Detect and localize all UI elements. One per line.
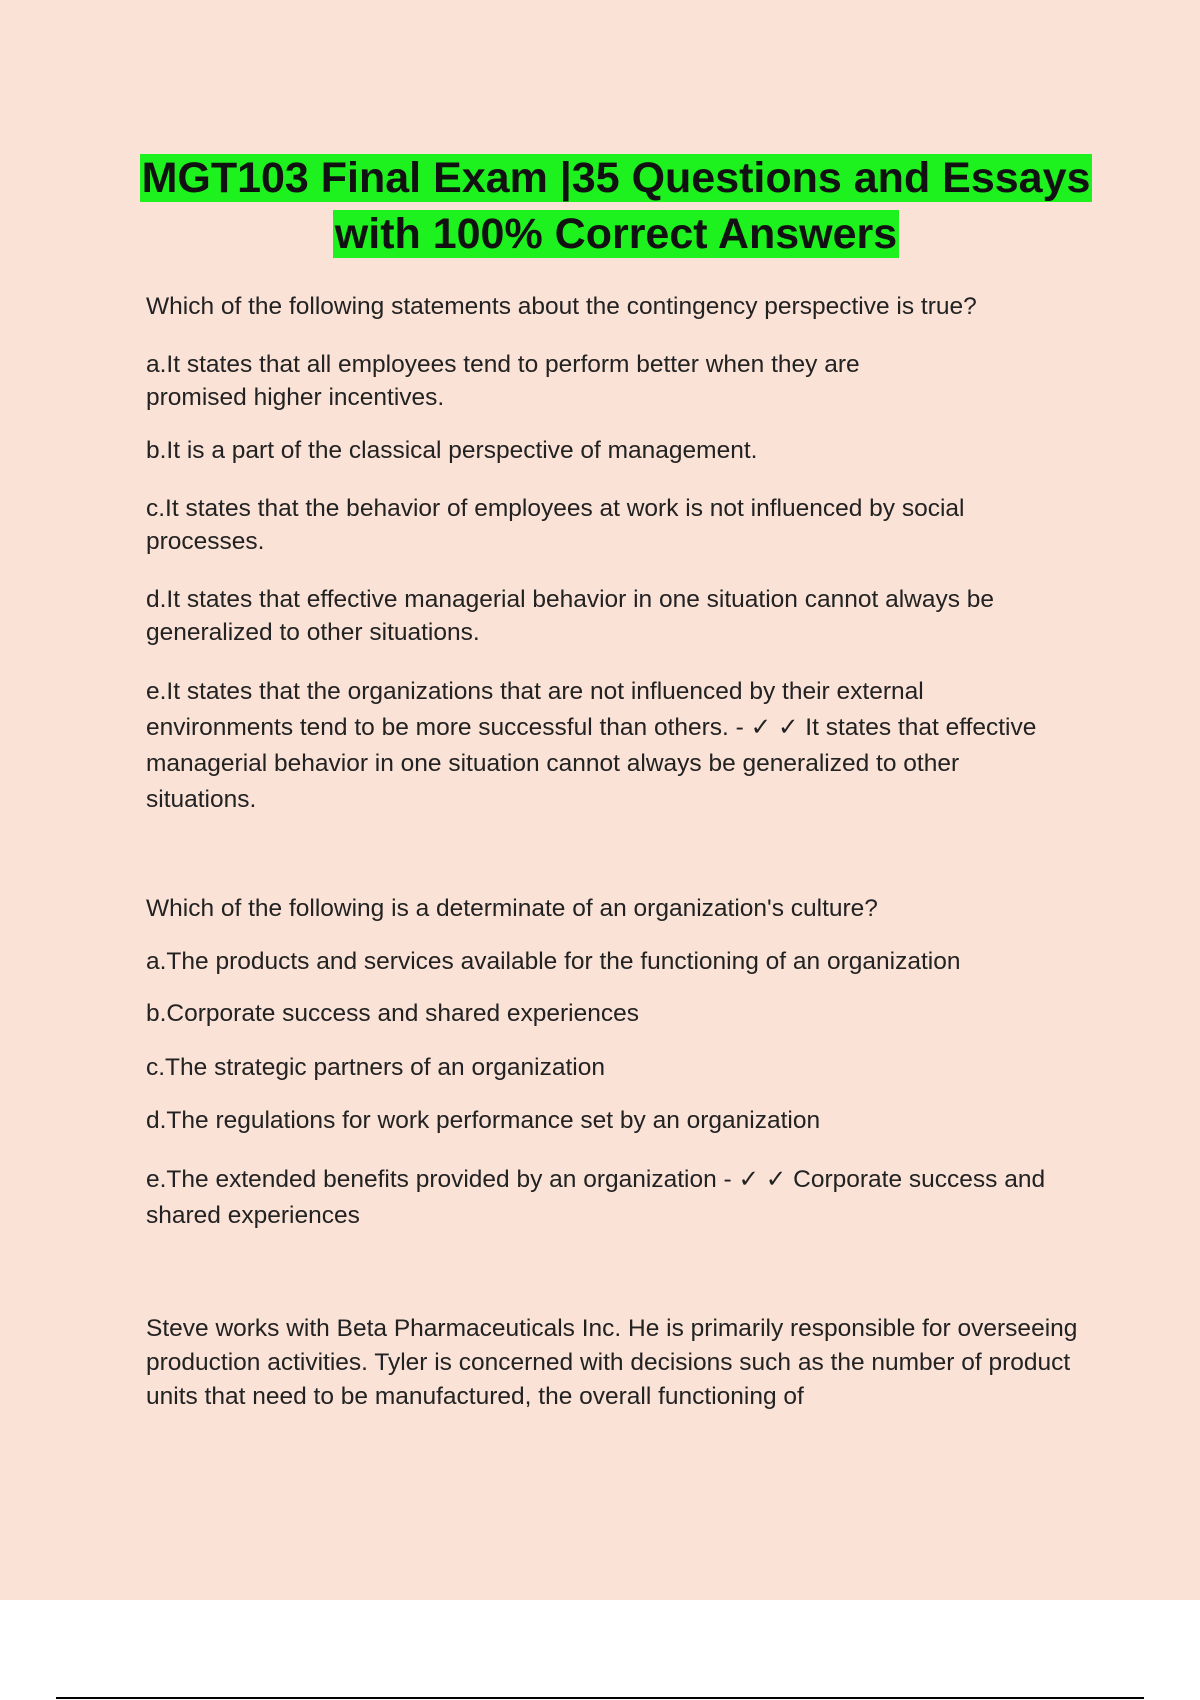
question-2-option-e-answer: e.The extended benefits provided by an organization - ✓ ✓ Corporate success and shared experiences: [146, 1166, 1046, 1229]
question-1-text: Which of the following statements about the contingency perspective is true?: [146, 293, 977, 320]
question-1-option-a: a.It states that all employees tend to perform better when they are promised higher incentives.: [146, 351, 860, 411]
question-2-text: Which of the following is a determinate of an organization's culture?: [146, 895, 878, 922]
question-1-option-c: c.It states that the behavior of employees at work is not influenced by social processes.: [146, 495, 965, 555]
question-2-option-d: d.The regulations for work performance set by an organization: [146, 1107, 821, 1134]
title-line-2: with 100% Correct Answers: [334, 210, 898, 258]
document-title: [100, 150, 1132, 262]
title-line-1: MGT103 Final Exam |35 Questions and Essays: [141, 154, 1091, 202]
question-3-text: Steve works with Beta Pharmaceuticals Inc. He is primarily responsible for overseeing production activities. Tyler is concerned with decisions such as the number of product units that need to be manufactured, the overall functioning of: [146, 1315, 1078, 1410]
question-2-option-c: c.The strategic partners of an organization: [146, 1054, 605, 1081]
footer-divider: [56, 1697, 1144, 1699]
question-1-option-b: b.It is a part of the classical perspective of management.: [146, 437, 758, 464]
question-1-option-d: d.It states that effective managerial behavior in one situation cannot always be generalized to other situations.: [146, 586, 995, 646]
question-2-option-a: a.The products and services available for the functioning of an organization: [146, 948, 961, 975]
question-1-option-e-answer: e.It states that the organizations that are not influenced by their external environments tend to be more successful than others. - ✓ ✓ It states that effective managerial behavior in one situation cannot always be generalized to other situations.: [146, 678, 1037, 813]
question-2-option-b: b.Corporate success and shared experiences: [146, 1000, 640, 1027]
